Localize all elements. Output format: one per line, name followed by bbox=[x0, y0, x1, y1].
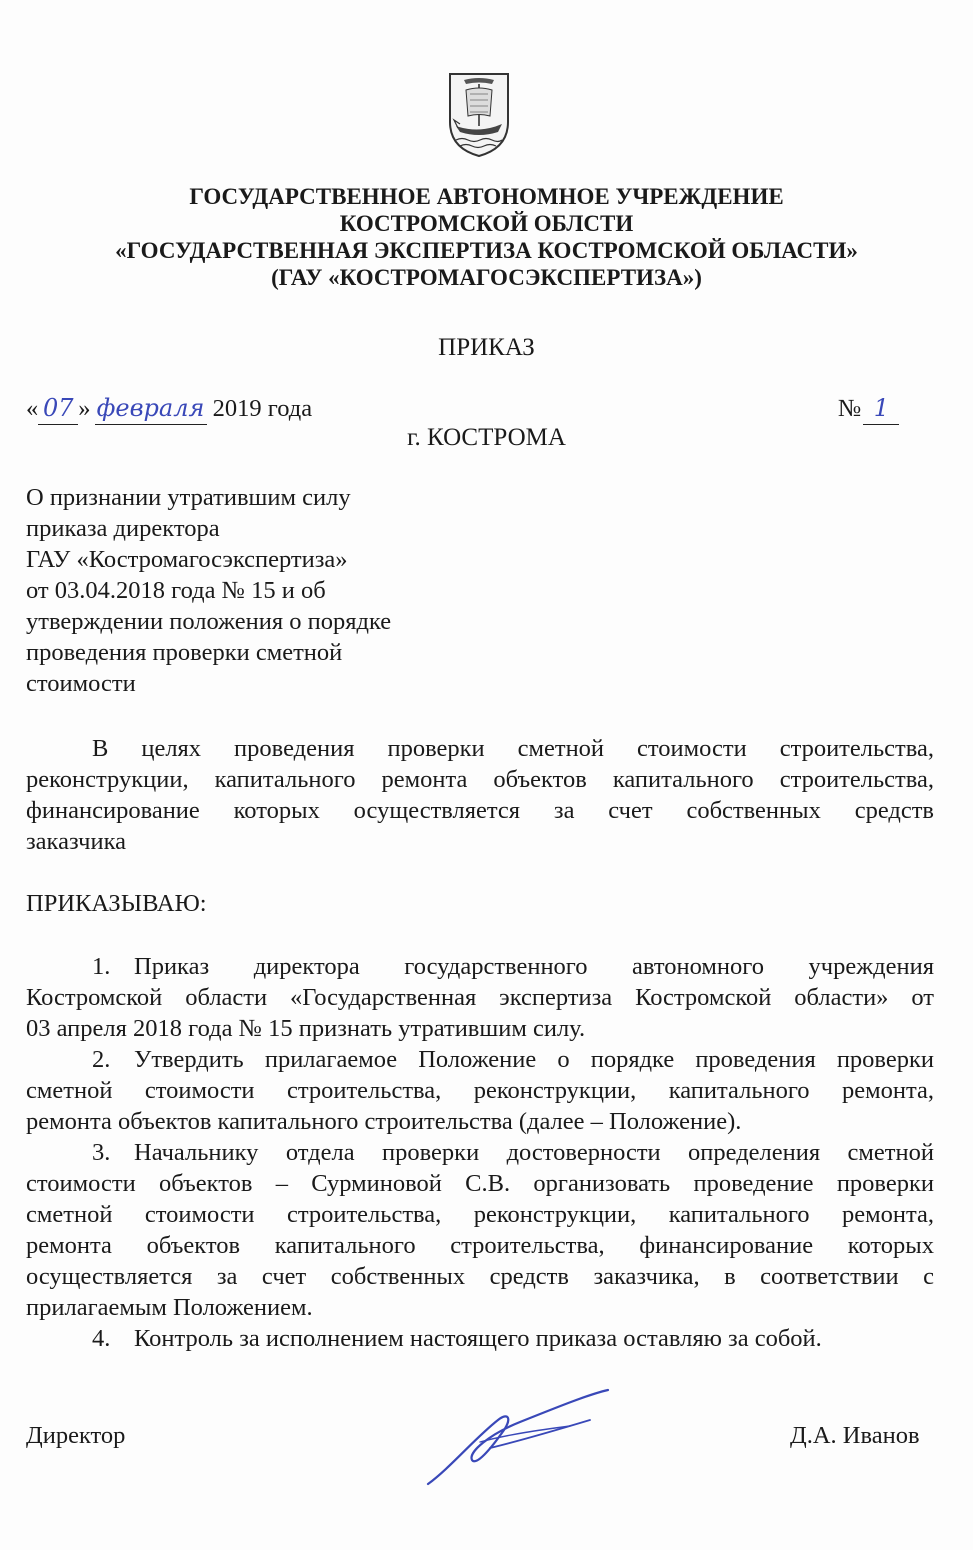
subject-line: стоимости bbox=[26, 670, 136, 697]
doc-type-title: ПРИКАЗ bbox=[438, 334, 535, 361]
date-line bbox=[26, 393, 312, 425]
subject-block bbox=[26, 482, 466, 699]
subject-line: приказа директора bbox=[26, 515, 220, 542]
item-line: Костромской области «Государственная экспертиза Костромской области» от bbox=[26, 984, 934, 1011]
date-day-handwritten: 07 bbox=[38, 393, 78, 425]
list-item bbox=[26, 1137, 934, 1323]
subject-line: проведения проверки сметной bbox=[26, 639, 343, 666]
list-item bbox=[26, 1044, 934, 1137]
date-quote-close: » bbox=[78, 395, 91, 422]
item-line: Контроль за исполнением настоящего приказа оставляю за собой. bbox=[134, 1325, 822, 1352]
item-line: стоимости объектов – Сурминовой С.В. организовать проведение проверки bbox=[26, 1170, 934, 1197]
item-number: 4. bbox=[92, 1325, 111, 1352]
item-number: 3. bbox=[92, 1139, 111, 1166]
item-number: 2. bbox=[92, 1046, 111, 1073]
order-number bbox=[838, 393, 899, 425]
list-item bbox=[26, 1323, 934, 1354]
item-number: 1. bbox=[92, 953, 111, 980]
signatory-position: Директор bbox=[26, 1422, 126, 1449]
preamble-line: реконструкции, капитального ремонта объектов капитального строительства, bbox=[26, 766, 934, 793]
order-number-handwritten: 1 bbox=[863, 393, 899, 425]
item-line: Утвердить прилагаемое Положение о порядке проведения проверки bbox=[134, 1046, 934, 1073]
preamble bbox=[26, 733, 934, 857]
date-month-handwritten: февраля bbox=[95, 393, 207, 425]
subject-line: утверждении положения о порядке bbox=[26, 608, 392, 635]
item-line: 03 апреля 2018 года № 15 признать утратившим силу. bbox=[26, 1015, 586, 1042]
preamble-line: В целях проведения проверки сметной стоимости строительства, bbox=[92, 735, 934, 762]
coat-of-arms-ship-icon bbox=[444, 70, 514, 158]
org-header-line-4: (ГАУ «КОСТРОМАГОСЭКСПЕРТИЗА») bbox=[271, 265, 702, 290]
handwritten-signature bbox=[420, 1382, 620, 1492]
subject-line: от 03.04.2018 года № 15 и об bbox=[26, 577, 326, 604]
preamble-line: заказчика bbox=[26, 828, 126, 855]
subject-line: ГАУ «Костромагосэкспертиза» bbox=[26, 546, 348, 573]
item-line: сметной стоимости строительства, реконструкции, капитального ремонта, bbox=[26, 1077, 934, 1104]
org-header-line-1: ГОСУДАРСТВЕННОЕ АВТОНОМНОЕ УЧРЕЖДЕНИЕ bbox=[189, 184, 784, 209]
items-list bbox=[26, 951, 934, 1354]
item-line: ремонта объектов капитального строительства, финансирование которых bbox=[26, 1232, 934, 1259]
list-item bbox=[26, 951, 934, 1044]
order-word: ПРИКАЗЫВАЮ: bbox=[26, 890, 207, 917]
city: г. КОСТРОМА bbox=[407, 424, 566, 451]
item-line: Начальнику отдела проверки достоверности определения сметной bbox=[134, 1139, 934, 1166]
order-number-label: № bbox=[838, 395, 862, 422]
date-year: 2019 года bbox=[212, 395, 313, 422]
signatory-name: Д.А. Иванов bbox=[790, 1422, 920, 1449]
org-header-line-3: «ГОСУДАРСТВЕННАЯ ЭКСПЕРТИЗА КОСТРОМСКОЙ ОБЛАСТИ» bbox=[115, 238, 858, 263]
preamble-line: финансирование которых осуществляется за счет собственных средств bbox=[26, 797, 934, 824]
item-line: сметной стоимости строительства, реконструкции, капитального ремонта, bbox=[26, 1201, 934, 1228]
subject-line: О признании утратившим силу bbox=[26, 484, 351, 511]
item-line: осуществляется за счет собственных средств заказчика, в соответствии с bbox=[26, 1263, 934, 1290]
item-line: ремонта объектов капитального строительства (далее – Положение). bbox=[26, 1108, 742, 1135]
org-header-line-2: КОСТРОМСКОЙ ОБЛСТИ bbox=[339, 211, 634, 236]
item-line: Приказ директора государственного автономного учреждения bbox=[134, 953, 934, 980]
date-quote-open: « bbox=[26, 395, 39, 422]
item-line: прилагаемым Положением. bbox=[26, 1294, 313, 1321]
